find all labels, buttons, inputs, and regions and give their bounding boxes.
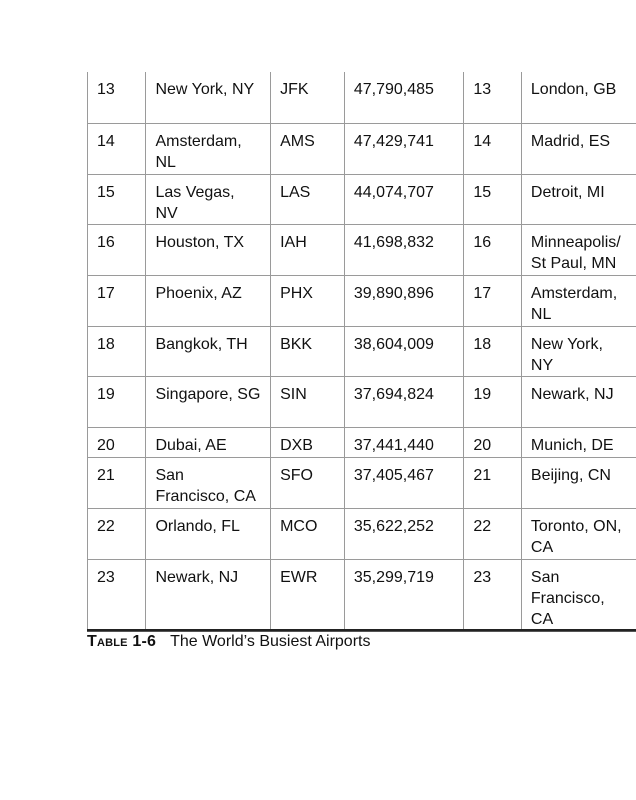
rank-cell: 15 [88,174,146,224]
city-cell-2: Detroit, MI [521,174,636,224]
rank-cell-2: 21 [464,457,522,508]
table-row [88,174,636,224]
airport-code-cell: DXB [271,427,345,457]
caption-label: Table 1-6 [87,633,157,650]
table-body [88,72,636,631]
city-cell-2: Amsterdam, NL [521,275,636,326]
passengers-cell: 35,622,252 [344,508,464,559]
airport-code-cell: SFO [271,457,345,508]
rank-cell-2: 18 [464,326,522,376]
table-row [88,427,636,457]
passengers-cell: 47,790,485 [344,72,464,123]
airport-code-cell: AMS [271,123,345,174]
airport-code-cell: MCO [271,508,345,559]
rank-cell-2: 15 [464,174,522,224]
table-row [88,275,636,326]
airport-code-cell: BKK [271,326,345,376]
passengers-cell: 41,698,832 [344,224,464,275]
city-cell-2: London, GB [521,72,636,123]
city-cell-2: Newark, NJ [521,376,636,427]
rank-cell: 20 [88,427,146,457]
city-cell: Newark, NJ [146,559,271,631]
city-cell: San Francisco, CA [146,457,271,508]
city-cell-2: Toronto, ON, CA [521,508,636,559]
rank-cell: 19 [88,376,146,427]
city-cell: Singapore, SG [146,376,271,427]
table-row [88,326,636,376]
airport-code-cell: SIN [271,376,345,427]
busiest-airports-table [87,72,636,632]
rank-cell: 22 [88,508,146,559]
city-cell-2: Beijing, CN [521,457,636,508]
passengers-cell: 37,694,824 [344,376,464,427]
table-row [88,123,636,174]
passengers-cell: 35,299,719 [344,559,464,631]
passengers-cell: 44,074,707 [344,174,464,224]
airport-code-cell: PHX [271,275,345,326]
table-row [88,508,636,559]
rank-cell: 16 [88,224,146,275]
table-row [88,376,636,427]
city-cell: Amsterdam, NL [146,123,271,174]
caption-text: The World’s Busiest Airports [170,633,371,650]
city-cell: Orlando, FL [146,508,271,559]
city-cell: Bangkok, TH [146,326,271,376]
passengers-cell: 37,405,467 [344,457,464,508]
city-cell: Houston, TX [146,224,271,275]
city-cell-2: San Francisco, CA [521,559,636,631]
rank-cell-2: 23 [464,559,522,631]
city-cell: Dubai, AE [146,427,271,457]
city-cell: Phoenix, AZ [146,275,271,326]
rank-cell-2: 19 [464,376,522,427]
rank-cell-2: 16 [464,224,522,275]
rank-cell-2: 17 [464,275,522,326]
rank-cell-2: 13 [464,72,522,123]
rank-cell: 13 [88,72,146,123]
rank-cell-2: 14 [464,123,522,174]
passengers-cell: 39,890,896 [344,275,464,326]
rank-cell: 23 [88,559,146,631]
city-cell-2: Munich, DE [521,427,636,457]
passengers-cell: 37,441,440 [344,427,464,457]
caption-rule [87,629,636,631]
airport-code-cell: JFK [271,72,345,123]
city-cell: Las Vegas, NV [146,174,271,224]
airport-code-cell: LAS [271,174,345,224]
city-cell-2: Minneapolis/ St Paul, MN [521,224,636,275]
rank-cell-2: 22 [464,508,522,559]
passengers-cell: 47,429,741 [344,123,464,174]
airport-code-cell: EWR [271,559,345,631]
rank-cell: 14 [88,123,146,174]
rank-cell: 18 [88,326,146,376]
table-row [88,559,636,631]
airport-code-cell: IAH [271,224,345,275]
rank-cell-2: 20 [464,427,522,457]
table-row [88,224,636,275]
table-caption [87,632,370,652]
city-cell: New York, NY [146,72,271,123]
table-row [88,457,636,508]
rank-cell: 21 [88,457,146,508]
table-row [88,72,636,123]
rank-cell: 17 [88,275,146,326]
passengers-cell: 38,604,009 [344,326,464,376]
city-cell-2: Madrid, ES [521,123,636,174]
city-cell-2: New York, NY [521,326,636,376]
